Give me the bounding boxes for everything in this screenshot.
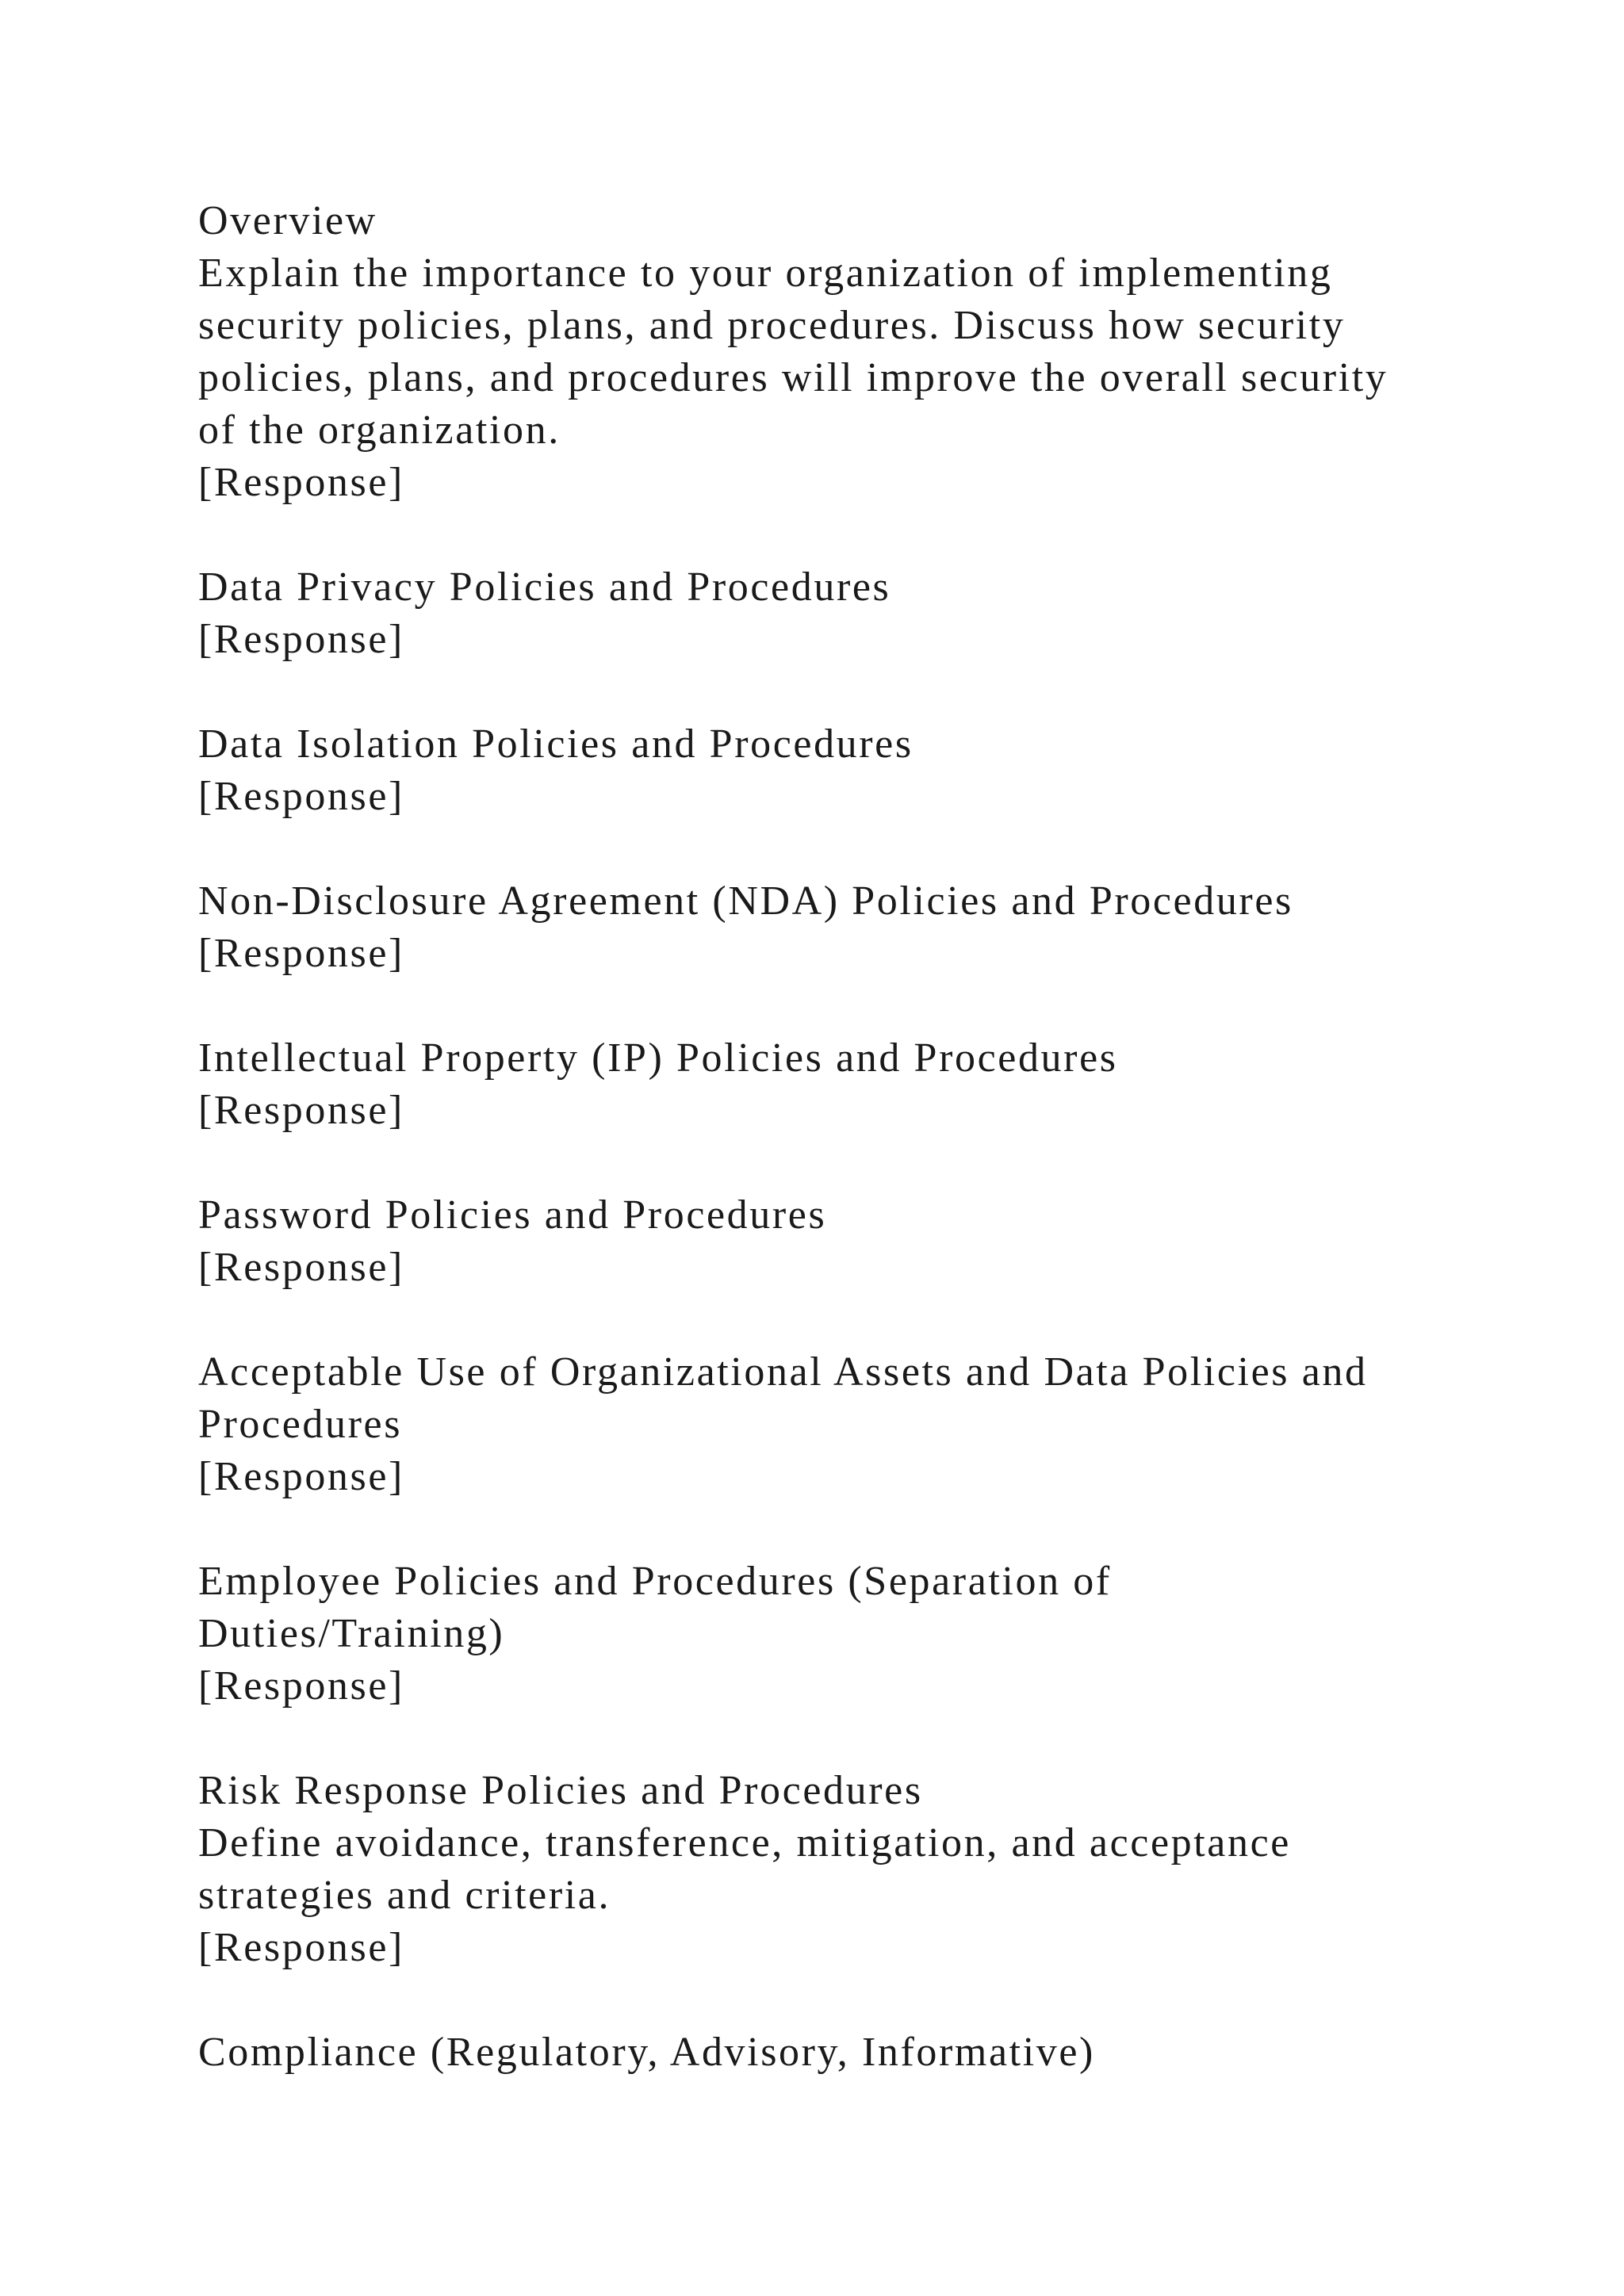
overview-text-line-2: security policies, plans, and procedures. Discuss how security xyxy=(198,303,1346,348)
blank-line xyxy=(198,666,1499,718)
overview-response-placeholder: [Response] xyxy=(198,460,404,505)
overview-text-line-1: Explain the importance to your organization of implementing xyxy=(198,251,1333,296)
blank-line xyxy=(198,509,1499,561)
heading-data-isolation: Data Isolation Policies and Procedures xyxy=(198,721,914,767)
heading-data-privacy: Data Privacy Policies and Procedures xyxy=(198,564,891,610)
risk-response-text-line-2: strategies and criteria. xyxy=(198,1873,611,1918)
nda-response-placeholder: [Response] xyxy=(198,931,404,976)
heading-acceptable-use-line-1: Acceptable Use of Organizational Assets and Data Policies and xyxy=(198,1349,1368,1395)
blank-line xyxy=(198,980,1499,1032)
blank-line xyxy=(198,1137,1499,1189)
heading-password: Password Policies and Procedures xyxy=(198,1192,827,1238)
ip-response-placeholder: [Response] xyxy=(198,1088,404,1133)
data-privacy-response-placeholder: [Response] xyxy=(198,617,404,662)
risk-response-response-placeholder: [Response] xyxy=(198,1925,404,1970)
overview-text-line-3: policies, plans, and procedures will improve the overall security xyxy=(198,355,1388,400)
acceptable-use-response-placeholder: [Response] xyxy=(198,1454,404,1499)
heading-risk-response: Risk Response Policies and Procedures xyxy=(198,1768,923,1813)
blank-line xyxy=(198,1712,1499,1765)
document-page xyxy=(198,195,1499,2079)
overview-text-line-4: of the organization. xyxy=(198,408,561,453)
blank-line xyxy=(198,1974,1499,2026)
heading-overview: Overview xyxy=(198,198,377,243)
employee-response-placeholder: [Response] xyxy=(198,1663,404,1709)
blank-line xyxy=(198,1294,1499,1346)
risk-response-text-line-1: Define avoidance, transference, mitigation, and acceptance xyxy=(198,1820,1291,1866)
blank-line xyxy=(198,823,1499,875)
data-isolation-response-placeholder: [Response] xyxy=(198,774,404,819)
heading-nda: Non-Disclosure Agreement (NDA) Policies and Procedures xyxy=(198,878,1293,924)
password-response-placeholder: [Response] xyxy=(198,1245,404,1290)
blank-line xyxy=(198,1503,1499,1556)
heading-intellectual-property: Intellectual Property (IP) Policies and Procedures xyxy=(198,1035,1118,1081)
heading-employee-line-1: Employee Policies and Procedures (Separation of xyxy=(198,1559,1112,1604)
heading-employee-line-2: Duties/Training) xyxy=(198,1611,505,1656)
heading-compliance: Compliance (Regulatory, Advisory, Informative) xyxy=(198,2030,1095,2075)
heading-acceptable-use-line-2: Procedures xyxy=(198,1402,403,1447)
